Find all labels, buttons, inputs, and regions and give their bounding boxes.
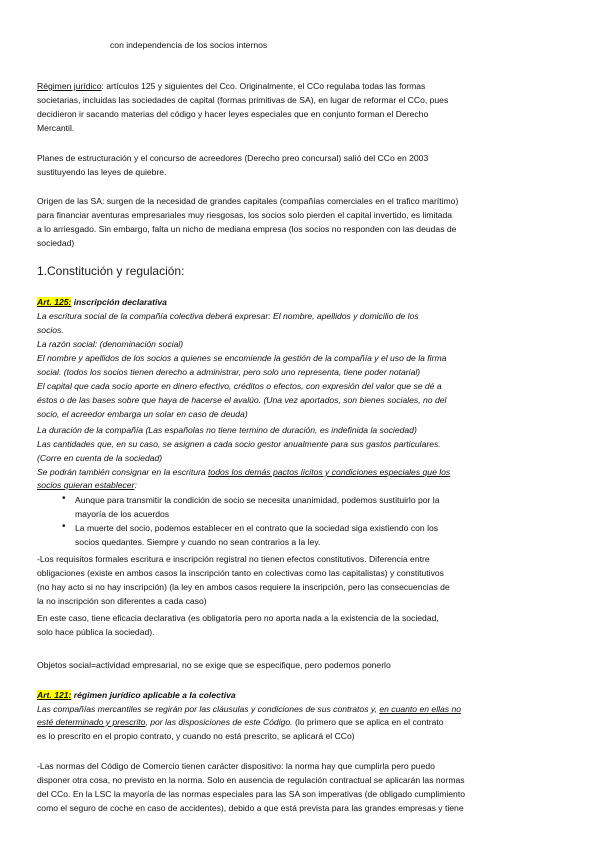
art125-line: El nombre y apellidos de los socios a quienes se encomiende la gestión de la compañía y el uso de la firma [37, 353, 447, 363]
regimen-line-1: Régimen jurídico: artículos 125 y siguientes del Cco. Originalmente, el CCo regulaba todas las formas [37, 81, 426, 91]
section-heading: 1.Constitución y regulación: [37, 264, 185, 278]
bullet-text: mayoría de los acuerdos [75, 509, 170, 519]
art121-tag: Art. 121: [37, 690, 72, 700]
pactos-line-2: socios quieran establecer: [37, 480, 137, 490]
bullet-text: Aunque para transmitir la condición de socio se necesita unanimidad, podemos sustituirlo por la [75, 495, 440, 505]
req-line: (no hay acto si no hay inscripción) (la ley en ambos casos requiere la inscripción, pero las consecuencias de [37, 582, 450, 592]
normas-line: disponer otra cosa, no previsto en la norma. Solo en ausencia de regulación contractual se aplicarán las normas [37, 775, 465, 785]
bullet-text: socios quedantes. Siempre y cuando no sean contrarios a la ley. [75, 537, 321, 547]
req-line: -Los requisitos formales escritura e inscripción registral no tienen efectos constitutivos. Diferencia entre [37, 554, 430, 564]
art125-line: (Corre en cuenta de la sociedad) [37, 453, 163, 463]
regimen-label: Régimen jurídico [37, 81, 102, 91]
art125-line: éstos o de las bases sobre que haya de hacerse el avalúo. (Una vez aportados, son bienes sociales, no del [37, 395, 447, 405]
objetos-line: Objetos social=actividad empresarial, no se exige que se especifique, pero podemos ponerlo [37, 660, 391, 670]
caso-line: solo hace pública la sociedad). [37, 627, 155, 637]
req-line: la no inscripción son diferentes a cada caso) [37, 596, 207, 606]
planes-line-2: sustituyendo las leyes de quiebre. [37, 167, 167, 177]
art125-line: social. (todos los socios tienen derecho a administrar, pero solo uno representa, tiene poder notarial) [37, 367, 421, 377]
art125-line: El capital que cada socio aporte en dinero efectivo, créditos o efectos, con expresión del valor que se dé a [37, 381, 442, 391]
normas-line: como el seguro de coche en caso de accidentes), debido a que está prevista para las grandes empresas y tiene [37, 803, 464, 813]
planes-line-1: Planes de estructuración y el concurso de acreedores (Derecho preo concursal) salió del CCo en 2003 [37, 153, 429, 163]
art125-heading [37, 296, 167, 308]
normas-line: del CCo. En la LSC la mayoría de las normas especiales para las SA son imperativas (de obligado cumplimiento [37, 789, 465, 799]
regimen-line-2: societarias, incluidas las sociedades de capital (formas primitivas de SA), en lugar de reformar el CCo, pues [37, 95, 449, 105]
normas-line: -Las normas del Código de Comercio tienen carácter dispositivo: la norma hay que cumplirla pero puedo [37, 761, 435, 771]
bullet-text: La muerte del socio, podemos establecer en el contrato que la sociedad siga existiendo con los [75, 523, 439, 533]
art121-line-3: es lo prescrito en el propio contrato, y cuando no está prescrito, se aplicará el CCo) [37, 731, 355, 741]
bullet-icon: • [62, 493, 66, 504]
bullet-icon: • [62, 521, 66, 532]
art121-line-1: Las compañías mercantiles se regirán por las cláusulas y condiciones de sus contratos y, en cuanto en ellas no [37, 704, 462, 714]
req-line: obligaciones (existe en ambos casos la inscripción tanto en colectivas como las capitalistas) y constitutivos [37, 568, 444, 578]
art125-line: La escritura social de la compañía colectiva deberá expresar: El nombre, apellidos y domicilio de los [37, 311, 419, 321]
art125-tag: Art. 125: [37, 297, 72, 307]
art121-line-2: esté determinado y prescrito, por las disposiciones de este Código. (lo primero que se aplica en el contrato [37, 717, 444, 727]
art125-line: socio, el acreedor embarga un solar en caso de deuda) [37, 409, 248, 419]
art125-line: socios. [37, 325, 64, 335]
origen-line-2: para financiar aventuras empresariales muy riesgosas, los socios solo pierden el capital invertido, es limitada [37, 210, 453, 220]
origen-line-3: a lo arriesgado. Sin embargo, falta un nicho de mediana empresa (los socios no responden con las deudas de [37, 224, 457, 234]
caso-line: En este caso, tiene eficacia declarativa (es obligatoria pero no aporta nada a la existencia de la sociedad, [37, 613, 439, 623]
art125-line: La duración de la compañía (Las españolas no tiene termino de duración, es indefinida la sociedad) [37, 425, 417, 435]
art121-title: régimen jurídico aplicable a la colectiva [71, 690, 236, 700]
top-line: con independencia de los socios internos [110, 40, 268, 50]
origen-line-4: sociedad) [37, 238, 75, 248]
regimen-line-4: Mercantil. [37, 123, 75, 133]
art125-line: La razón social: (denominación social) [37, 339, 184, 349]
regimen-line-3: decidieron ir sacando materias del código y hacer leyes especiales que en conjunto forman el Derecho [37, 109, 429, 119]
art125-title: inscripción declarativa [71, 297, 167, 307]
pactos-line-1: Se podrán también consignar en la escritura todos los demás pactos lícitos y condiciones especiales que los [37, 467, 451, 477]
art125-line: Las cantidades que, en su caso, se asignen a cada socio gestor anualmente para sus gastos particulares. [37, 439, 441, 449]
origen-line-1: Origen de las SA: surgen de la necesidad de grandes capitales (compañías comerciales en el trafico marítimo) [37, 196, 459, 206]
art121-heading [37, 689, 236, 701]
